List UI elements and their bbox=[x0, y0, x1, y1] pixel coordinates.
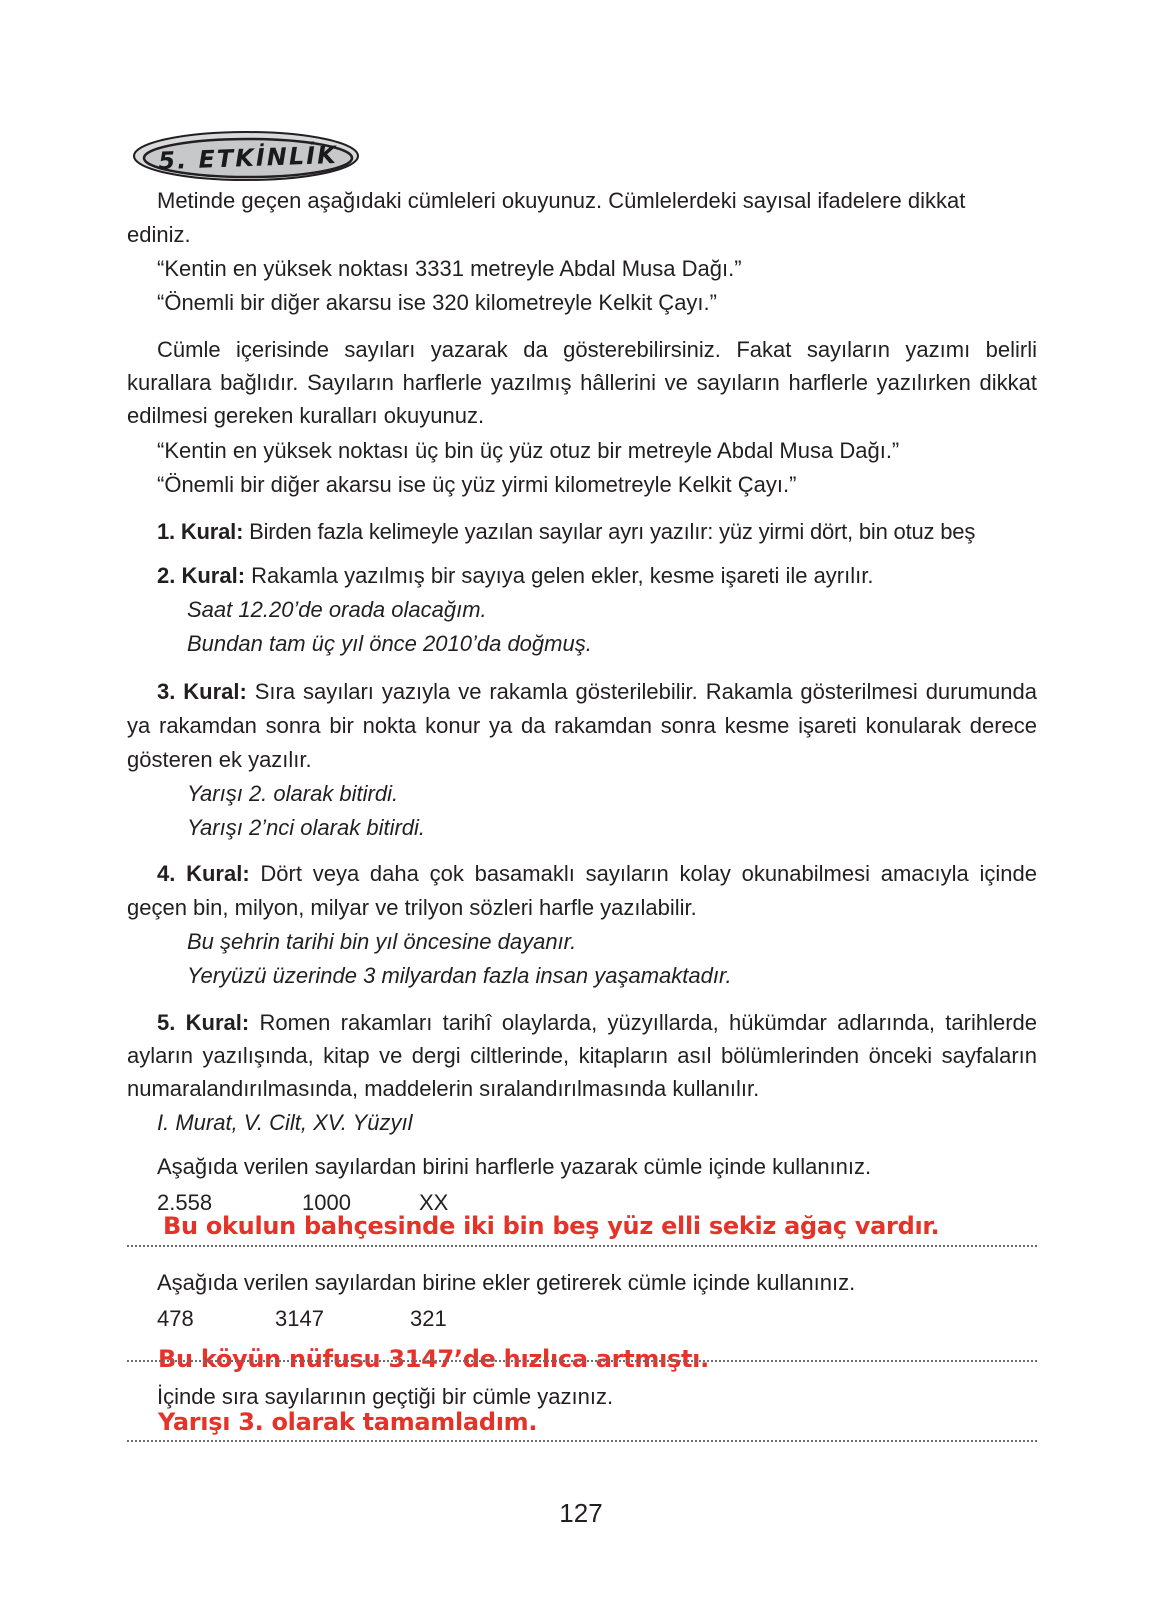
task-3-prompt-text: İçinde sıra sayılarının geçtiği bir cümle yazınız. bbox=[157, 1384, 614, 1409]
intro-quote-2: “Önemli bir diğer akarsu ise 320 kilometreyle Kelkit Çayı.” bbox=[157, 290, 717, 315]
task-1-prompt-text: Aşağıda verilen sayılardan birini harflerle yazarak cümle içinde kullanınız. bbox=[157, 1154, 872, 1179]
activity-badge bbox=[128, 128, 368, 188]
converted-quote-2: “Önemli bir diğer akarsu ise üç yüz yirmi kilometreyle Kelkit Çayı.” bbox=[157, 472, 797, 497]
rule-3-examples bbox=[127, 777, 1037, 845]
rule-5-example-1: I. Murat, V. Cilt, XV. Yüzyıl bbox=[157, 1110, 413, 1135]
rule-2-label: 2. Kural: bbox=[157, 563, 246, 588]
rule-4-examples bbox=[127, 925, 1037, 993]
rule-5-text: Romen rakamları tarihî olaylarda, yüzyıllarda, hükümdar adlarında, tarihlerde ayların yazılışında, kitap ve dergi ciltlerinde, kitapların asıl bölümlerinden önceki sayfaların numaralandırılmasında, maddelerin sıralandırılmasında kullanılır. bbox=[127, 1010, 1038, 1101]
converted-quotes bbox=[127, 434, 1037, 502]
intro-line-1: Metinde geçen aşağıdaki cümleleri okuyunuz. Cümlelerdeki sayısal ifadelere dikkat bbox=[157, 188, 966, 213]
rule-3-label: 3. Kural: bbox=[157, 679, 247, 704]
rule-1-text: Birden fazla kelimeyle yazılan sayılar ayrı yazılır: yüz yirmi dört, bin otuz beş bbox=[243, 519, 976, 544]
task-1-answer-line bbox=[127, 1245, 1037, 1247]
explanation-paragraph: Cümle içerisinde sayıları yazarak da gösterebilirsiniz. Fakat sayıların yazımı belirli kurallara bağlıdır. Sayıların harflerle yazılmış hâllerini ve sayıların harflerle yazılırken dikkat edilmesi gereken kuralları okuyunuz. bbox=[127, 337, 1037, 428]
task-2-prompt-text: Aşağıda verilen sayılardan birine ekler getirerek cümle içinde kullanınız. bbox=[157, 1270, 856, 1295]
task-1-answer[interactable]: Bu okulun bahçesinde iki bin beş yüz elli sekiz ağaç vardır. bbox=[163, 1212, 940, 1240]
task-2-number-1: 478 bbox=[157, 1306, 194, 1331]
rule-4-label: 4. Kural: bbox=[157, 861, 250, 886]
task-2-answer-line bbox=[127, 1360, 1037, 1362]
rule-3-text: Sıra sayıları yazıyla ve rakamla gösterilebilir. Rakamla gösterilmesi durumunda ya rakamdan sonra bir nokta konur ya da rakamdan sonra kesme işareti konularak derece gösteren ek yazılır. bbox=[127, 679, 1037, 772]
rule-4-text: Dört veya daha çok basamaklı sayıların kolay okunabilmesi amacıyla içinde geçen bin, milyon, milyar ve trilyon sözleri harfle yazılabilir. bbox=[127, 861, 1037, 920]
task-1-number-1: 2.558 bbox=[157, 1190, 213, 1215]
task-3-answer-line bbox=[127, 1440, 1037, 1442]
rule-5-label: 5. Kural: bbox=[157, 1010, 250, 1035]
rule-4-example-2: Yeryüzü üzerinde 3 milyardan fazla insan yaşamaktadır. bbox=[187, 963, 732, 988]
rule-2 bbox=[127, 559, 1037, 661]
rule-2-example-2: Bundan tam üç yıl önce 2010’da doğmuş. bbox=[187, 631, 592, 656]
task-2-answer[interactable]: Bu köyün nüfusu 3147’de hızlıca artmıştı. bbox=[158, 1345, 709, 1373]
task-1-number-3: XX bbox=[419, 1190, 449, 1215]
rule-4-example-1: Bu şehrin tarihi bin yıl öncesine dayanır. bbox=[187, 929, 577, 954]
rule-5-examples bbox=[127, 1106, 1037, 1140]
task-2-number-2: 3147 bbox=[275, 1306, 324, 1331]
rule-1 bbox=[127, 515, 1037, 549]
intro-quote-1: “Kentin en yüksek noktası 3331 metreyle Abdal Musa Dağı.” bbox=[157, 256, 742, 281]
intro-line-2: ediniz. bbox=[127, 222, 191, 247]
rule-3-example-1: Yarışı 2. olarak bitirdi. bbox=[187, 781, 399, 806]
task-1-prompt bbox=[127, 1150, 1037, 1184]
activity-title: 5. ETKİNLİK bbox=[157, 140, 339, 176]
task-2-prompt bbox=[127, 1266, 1037, 1300]
task-1-number-2: 1000 bbox=[302, 1190, 351, 1215]
rule-3 bbox=[127, 675, 1037, 777]
converted-quote-1: “Kentin en yüksek noktası üç bin üç yüz otuz bir metreyle Abdal Musa Dağı.” bbox=[157, 438, 900, 463]
task-2-number-3: 321 bbox=[410, 1306, 447, 1331]
rule-5 bbox=[127, 1006, 1037, 1105]
rule-2-text: Rakamla yazılmış bir sayıya gelen ekler, kesme işareti ile ayrılır. bbox=[245, 563, 874, 588]
rule-4 bbox=[127, 857, 1037, 925]
task-3-answer[interactable]: Yarışı 3. olarak tamamladım. bbox=[158, 1408, 538, 1436]
intro-paragraph bbox=[127, 184, 1037, 320]
page-number: 127 bbox=[559, 1498, 603, 1528]
rule-3-example-2: Yarışı 2’nci olarak bitirdi. bbox=[187, 815, 426, 840]
rule-2-example-1: Saat 12.20’de orada olacağım. bbox=[187, 597, 487, 622]
rule-1-label: 1. Kural: bbox=[157, 519, 244, 544]
